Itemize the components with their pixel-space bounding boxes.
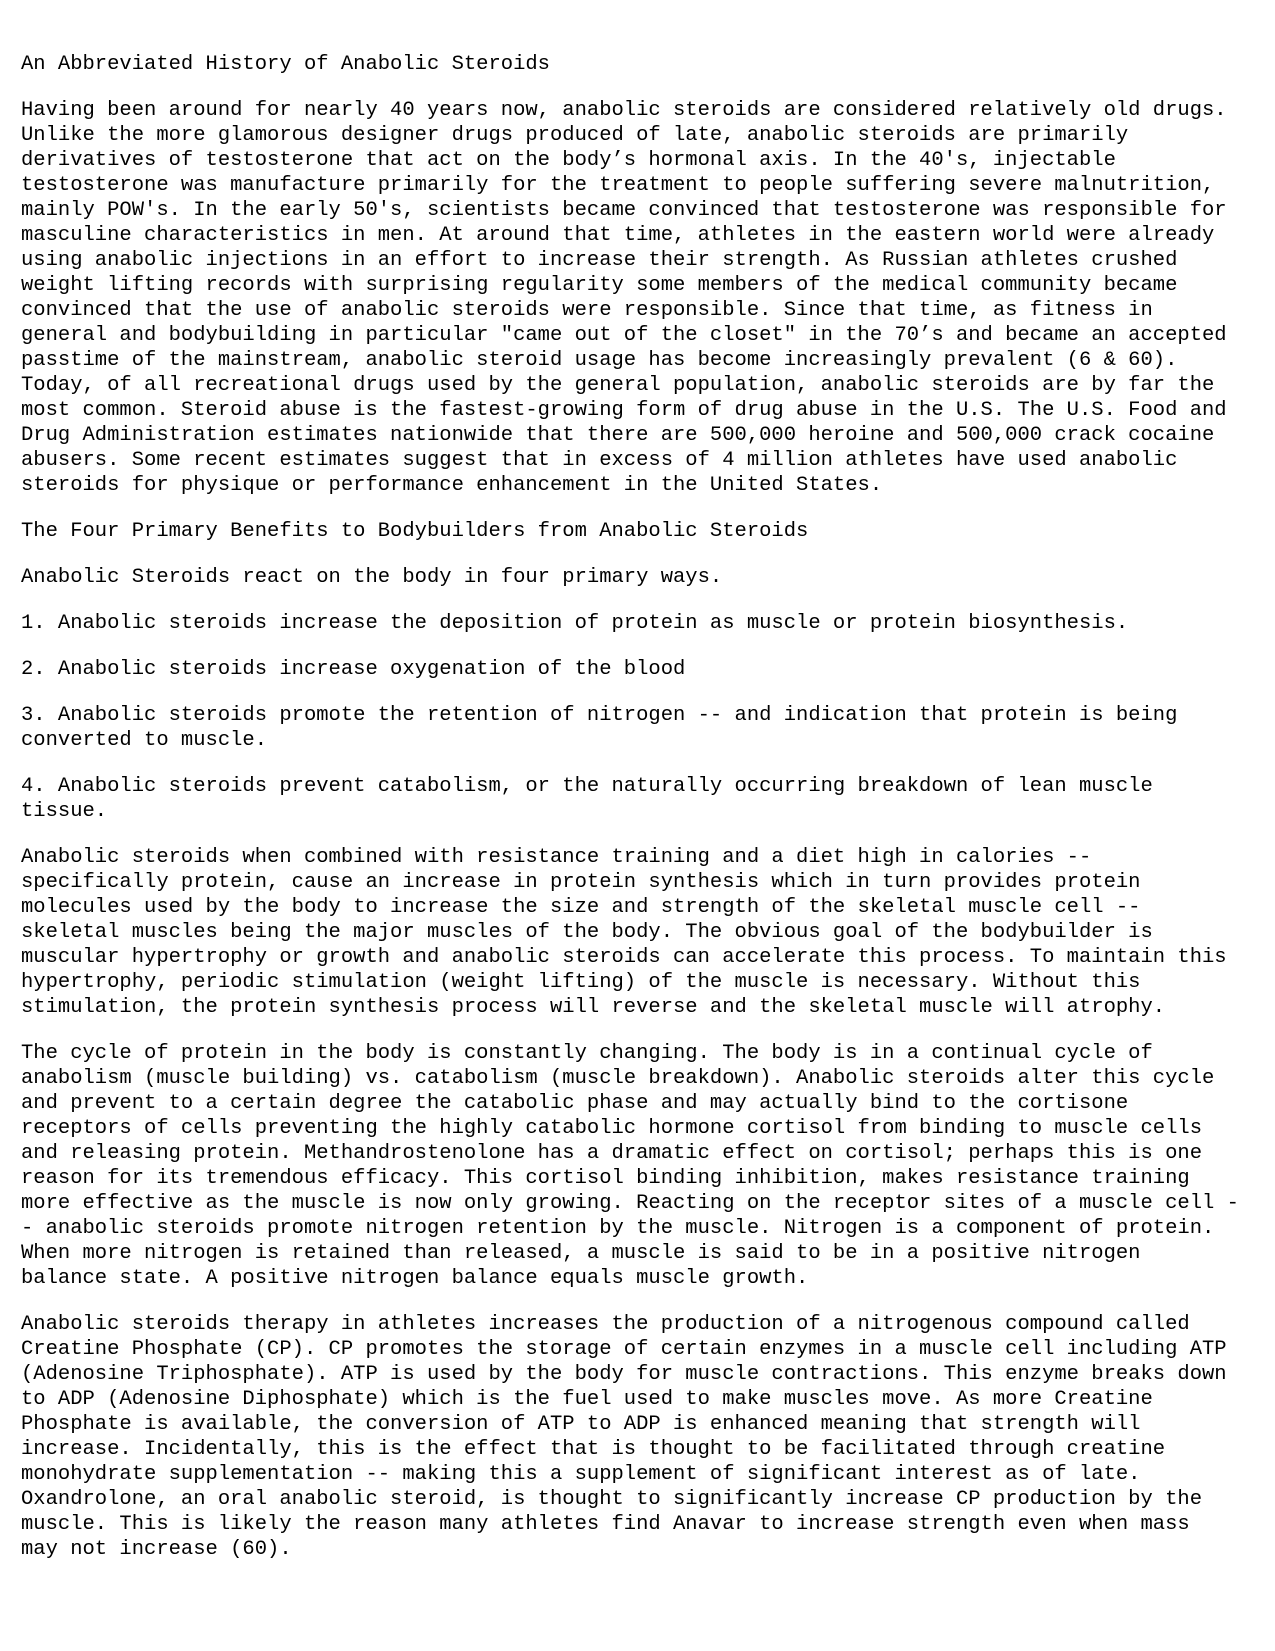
text-line: stimulation, the protein synthesis process will reverse and the skeletal muscle will atrophy. <box>21 996 1166 1019</box>
text-line: Anabolic Steroids react on the body in four primary ways. <box>21 566 723 589</box>
text-line: tissue. <box>21 800 108 823</box>
text-line: molecules used by the body to increase the size and strength of the skeletal muscle cell -- <box>21 896 1141 919</box>
text-line: 4. Anabolic steroids prevent catabolism, or the naturally occurring breakdown of lean muscle <box>21 775 1153 798</box>
text-line: Anabolic steroids when combined with resistance training and a diet high in calories -- <box>21 846 1092 869</box>
text-line: muscle. This is likely the reason many athletes find Anavar to increase strength even when mass <box>21 1513 1190 1536</box>
text-line: abusers. Some recent estimates suggest that in excess of 4 million athletes have used anabolic <box>21 449 1178 472</box>
text-line: more effective as the muscle is now only growing. Reacting on the receptor sites of a muscle cell - <box>21 1192 1239 1215</box>
text-line: increase. Incidentally, this is the effect that is thought to be facilitated through creatine <box>21 1438 1166 1461</box>
paragraph <box>21 1312 1261 1562</box>
text-line: Creatine Phosphate (CP). CP promotes the storage of certain enzymes in a muscle cell including ATP <box>21 1338 1227 1361</box>
paragraph <box>21 774 1261 824</box>
text-line: receptors of cells preventing the highly catabolic hormone cortisol from binding to muscle cells <box>21 1117 1202 1140</box>
text-line: (Adenosine Triphosphate). ATP is used by the body for muscle contractions. This enzyme breaks down <box>21 1363 1227 1386</box>
text-line: most common. Steroid abuse is the fastest-growing form of drug abuse in the U.S. The U.S. Food and <box>21 399 1227 422</box>
text-line: convinced that the use of anabolic steroids were responsible. Since that time, as fitness in <box>21 299 1153 322</box>
text-line: may not increase (60). <box>21 1538 292 1561</box>
text-line: converted to muscle. <box>21 729 268 752</box>
document-body <box>21 98 1261 1562</box>
text-line: The cycle of protein in the body is constantly changing. The body is in a continual cycle of <box>21 1042 1153 1065</box>
text-line: skeletal muscles being the major muscles of the body. The obvious goal of the bodybuilder is <box>21 921 1153 944</box>
text-line: The Four Primary Benefits to Bodybuilders from Anabolic Steroids <box>21 520 809 543</box>
paragraph <box>21 519 1261 544</box>
text-line: specifically protein, cause an increase in protein synthesis which in turn provides protein <box>21 871 1141 894</box>
text-line: and prevent to a certain degree the catabolic phase and may actually bind to the cortisone <box>21 1092 1129 1115</box>
text-line: balance state. A positive nitrogen balance equals muscle growth. <box>21 1267 809 1290</box>
text-line: 1. Anabolic steroids increase the deposition of protein as muscle or protein biosynthesis. <box>21 612 1129 635</box>
paragraph <box>21 565 1261 590</box>
text-line: 3. Anabolic steroids promote the retention of nitrogen -- and indication that protein is being <box>21 704 1178 727</box>
text-line: Unlike the more glamorous designer drugs produced of late, anabolic steroids are primarily <box>21 124 1129 147</box>
text-line: weight lifting records with surprising regularity some members of the medical community became <box>21 274 1178 297</box>
text-line: Anabolic steroids therapy in athletes increases the production of a nitrogenous compound called <box>21 1313 1190 1336</box>
text-line: - anabolic steroids promote nitrogen retention by the muscle. Nitrogen is a component of protein. <box>21 1217 1215 1240</box>
text-line: general and bodybuilding in particular "came out of the closet" in the 70’s and became an accepted <box>21 324 1227 347</box>
text-line: steroids for physique or performance enhancement in the United States. <box>21 474 883 497</box>
text-line: using anabolic injections in an effort to increase their strength. As Russian athletes crushed <box>21 249 1178 272</box>
text-line: muscular hypertrophy or growth and anabolic steroids can accelerate this process. To maintain this <box>21 946 1227 969</box>
paragraph <box>21 703 1261 753</box>
text-line: anabolism (muscle building) vs. catabolism (muscle breakdown). Anabolic steroids alter this cycle <box>21 1067 1215 1090</box>
text-line: mainly POW's. In the early 50's, scientists became convinced that testosterone was responsible for <box>21 199 1227 222</box>
paragraph <box>21 657 1261 682</box>
text-line: to ADP (Adenosine Diphosphate) which is the fuel used to make muscles move. As more Creatine <box>21 1388 1153 1411</box>
text-line: reason for its tremendous efficacy. This cortisol binding inhibition, makes resistance training <box>21 1167 1190 1190</box>
paragraph <box>21 611 1261 636</box>
text-line: hypertrophy, periodic stimulation (weight lifting) of the muscle is necessary. Without this <box>21 971 1141 994</box>
text-line: Having been around for nearly 40 years now, anabolic steroids are considered relatively old drugs. <box>21 99 1227 122</box>
paragraph <box>21 845 1261 1020</box>
text-line: testosterone was manufacture primarily for the treatment to people suffering severe malnutrition, <box>21 174 1215 197</box>
paragraph <box>21 98 1261 498</box>
text-line: Oxandrolone, an oral anabolic steroid, is thought to significantly increase CP production by the <box>21 1488 1202 1511</box>
text-line: Drug Administration estimates nationwide that there are 500,000 heroine and 500,000 crack cocaine <box>21 424 1215 447</box>
document-title: An Abbreviated History of Anabolic Steroids <box>21 53 550 76</box>
text-line: When more nitrogen is retained than released, a muscle is said to be in a positive nitrogen <box>21 1242 1141 1265</box>
text-line: 2. Anabolic steroids increase oxygenation of the blood <box>21 658 686 681</box>
text-line: Today, of all recreational drugs used by the general population, anabolic steroids are by far the <box>21 374 1215 397</box>
text-line: masculine characteristics in men. At around that time, athletes in the eastern world were already <box>21 224 1215 247</box>
text-line: derivatives of testosterone that act on the body’s hormonal axis. In the 40's, injectable <box>21 149 1116 172</box>
text-line: passtime of the mainstream, anabolic steroid usage has become increasingly prevalent (6 & 60). <box>21 349 1178 372</box>
paragraph <box>21 1041 1261 1291</box>
text-line: and releasing protein. Methandrostenolone has a dramatic effect on cortisol; perhaps this is one <box>21 1142 1202 1165</box>
text-line: monohydrate supplementation -- making this a supplement of significant interest as of late. <box>21 1463 1141 1486</box>
text-line: Phosphate is available, the conversion of ATP to ADP is enhanced meaning that strength will <box>21 1413 1141 1436</box>
document-page <box>21 52 1261 1583</box>
